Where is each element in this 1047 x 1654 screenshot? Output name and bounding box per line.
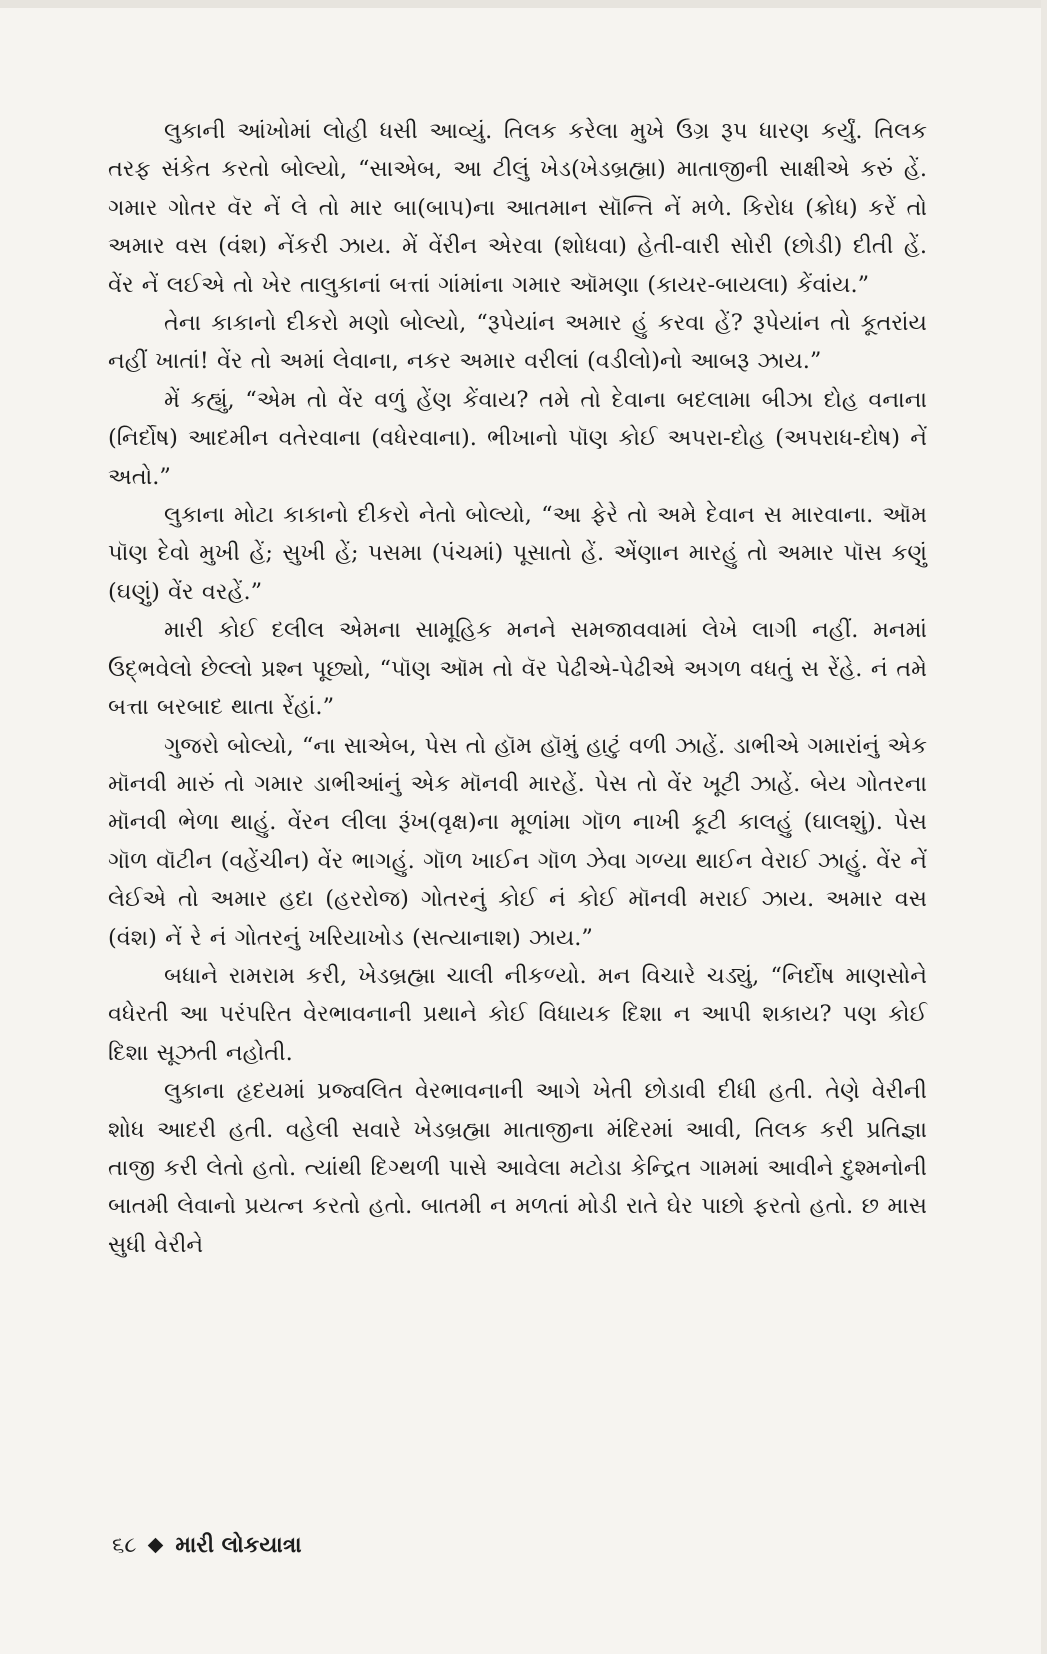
paragraph: લુકાના મોટા કાકાનો દીકરો નેતો બોલ્યો, “આ ફેરે તો અમે દેવાન સ મારવાના. ઑમ પૉણ દેવો મુખી હેં; સુખી હેં; પસમા (પંચમાં) પૂસાતો હેં. એંણાન મારહું તો અમાર પૉસ કણું (ઘણું) વેંર વરહેં.” [108,502,927,605]
page-footer [112,1532,302,1558]
diamond-bullet-icon [148,1537,164,1553]
page-right-edge [1041,0,1047,1654]
paragraph: ગુજરો બોલ્યો, “ના સાએબ, પેસ તો હૉમ હૉમું હાટું વળી ઝાહેં. ડાભીએ ગમારાંનું એક મૉનવી મારું તો ગમાર ડાભીઆંનું એક મૉનવી મારહેં. પેસ તો વેંર ખૂટી ઝાહેં. બેય ગોતરના મૉનવી ભેળા થાહું. વેંરન લીલા રૂંખ(વૃક્ષ)ના મૂળાંમા ગૉળ નાખી કૂટી કાલહું (ઘાલશું). પેસ ગૉળ વૉટીન (વહેંચીન) વેંર ભાગહું. ગૉળ ખાઈન ગૉળ ઝેવા ગળ્યા થાઈન વેરાઈ ઝાહું. વેંર નેં લેઈએ તો અમાર હદા (હરરોજ) ગોતરનું કોઈ નં કોઈ મૉનવી મરાઈ ઝાય. અમાર વસ (વંશ) નેં રે નં ગોતરનું ખરિયાખોડ (સત્યાનાશ) ઝાય.” [108,732,927,951]
paragraph: તેના કાકાનો દીકરો મણો બોલ્યો, “રૂપેયાંન અમાર હું કરવા હેં? રૂપેયાંન તો કૂતરાંય નહીં ખાતાં! વેંર તો અમાં લેવાના, નકર અમાર વરીલાં (વડીલો)નો આબરૂ ઝાય.” [108,310,927,375]
page-number: ૬૮ [112,1532,137,1558]
paragraph: મારી કોઈ દલીલ એમના સામૂહિક મનને સમજાવવામાં લેખે લાગી નહીં. મનમાં ઉદ્ભવેલો છેલ્લો પ્રશ્ન પૂછ્યો, “પૉણ ઑમ તો વૅર પેઢીએ-પેઢીએ અગળ વધતું સ રેંહે. નં તમે બત્તા બરબાદ થાતા રેંહાં.” [108,617,927,721]
paragraph: લુકાની આંખોમાં લોહી ધસી આવ્યું. તિલક કરેલા મુખે ઉગ્ર રૂપ ધારણ કર્યું. તિલક તરફ સંકેત કરતો બોલ્યો, “સાએબ, આ ટીલું ખેડ(ખેડબ્રહ્મા) માતાજીની સાક્ષીએ કરું હેં. ગમાર ગોતર વૅર નેં લે તો માર બા(બાપ)ના આતમાન સૉન્તિ નેં મળે. કિરોધ (ક્રોધ) કરેં તો અમાર વસ (વંશ) નેંકરી ઝાય. મેં વેંરીન એરવા (શોધવા) હેતી-વારી સોરી (છોડી) દીતી હેં. વેંર નેં લઈએ તો ખેર તાલુકાનાં બત્તાં ગાંમાંના ગમાર ઑમણા (કાયર-બાયલા) કેંવાંય.” [108,118,927,298]
paragraph: લુકાના હૃદયમાં પ્રજ્વલિત વેરભાવનાની આગે ખેતી છોડાવી દીધી હતી. તેણે વેરીની શોધ આદરી હતી. વહેલી સવારે ખેડબ્રહ્મા માતાજીના મંદિરમાં આવી, તિલક કરી પ્રતિજ્ઞા તાજી કરી લેતો હતો. ત્યાંથી દિગ્થળી પાસે આવેલા મટોડા કેન્દ્રિત ગામમાં આવીને દુશ્મનોની બાતમી લેવાનો પ્રયત્ન કરતો હતો. બાતમી ન મળતાં મોડી રાતે ઘેર પાછો ફરતો હતો. છ માસ સુધી વેરીને [108,1078,927,1258]
paragraph: બધાને રામરામ કરી, ખેડબ્રહ્મા ચાલી નીકળ્યો. મન વિચારે ચડ્યું, “નિર્દોષ માણસોને વધેરતી આ પરંપરિત વેરભાવનાની પ્રથાને કોઈ વિધાયક દિશા ન આપી શકાય? પણ કોઈ દિશા સૂઝતી નહોતી. [108,962,927,1066]
page-top-edge [0,0,1047,8]
paragraph: મેં કહ્યું, “એમ તો વેંર વળું હેંણ કેંવાય? તમે તો દેવાના બદલામા બીઝા દોહ વનાના (નિર્દોષ) આદમીન વતેરવાના (વધેરવાના). ભીખાનો પૉણ કોઈ અપરા-દોહ (અપરાધ-દોષ) નેં અતો.” [108,386,927,490]
book-title: મારી લોકયાત્રા [175,1532,302,1558]
text-body [108,112,927,1264]
